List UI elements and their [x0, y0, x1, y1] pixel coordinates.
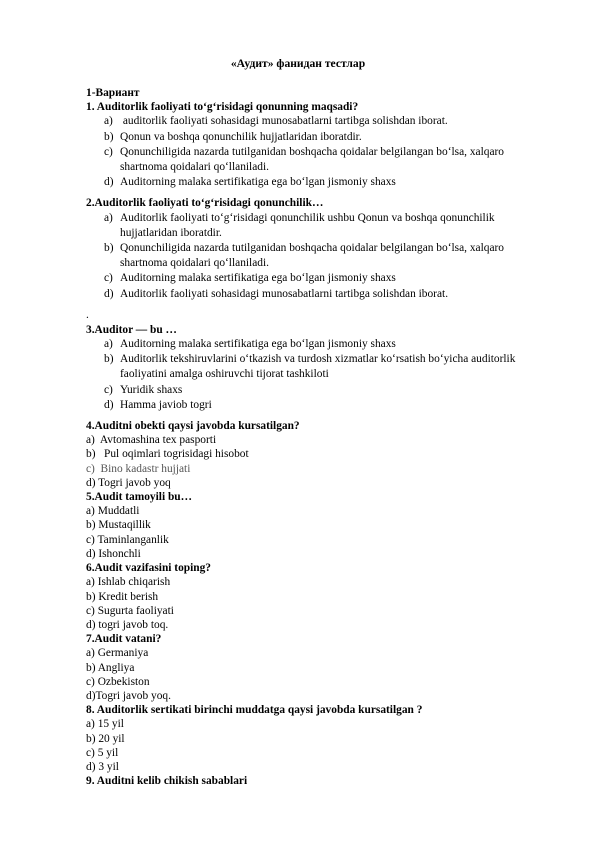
- option-text: Auditorning malaka sertifikatiga ega bo‘lgan jismoniy shaxs: [120, 338, 396, 351]
- option-item: [86, 211, 556, 241]
- option-marker: d): [104, 398, 114, 411]
- question-7: 7.Audit vatani?: [86, 633, 162, 646]
- answer-line: b) Angliya: [86, 661, 135, 674]
- variant-heading: 1-Вариант: [86, 87, 140, 99]
- answer-line: b) Kredit berish: [86, 590, 159, 603]
- answer-line: c) 5 yil: [86, 746, 119, 759]
- option-marker: d): [104, 287, 114, 300]
- answer-line: d) Togri javob yoq: [86, 476, 171, 489]
- option-text: Qonunchiligida nazarda tutilganidan boshqacha qoidalar belgilangan bo‘lsa, xalqaro: [120, 145, 504, 158]
- answer-line: a) Germaniya: [86, 647, 149, 660]
- question-6: 6.Audit vazifasini toping?: [86, 562, 212, 575]
- answer-line: d) 3 yil: [86, 760, 119, 773]
- question-2: 2.Auditorlik faoliyati to‘g‘risidagi qonunchilik…: [86, 197, 324, 210]
- option-item: [86, 130, 556, 145]
- option-marker: b): [104, 242, 114, 255]
- answer-line: b) Pul oqimlari togrisidagi hisobot: [86, 448, 249, 461]
- answer-line: b) Mustaqillik: [86, 519, 151, 532]
- option-item: [86, 114, 556, 129]
- option-text: Auditorning malaka sertifikatiga ega bo‘lgan jismoniy shaxs: [120, 272, 396, 285]
- option-item: [86, 145, 556, 175]
- answer-line: c) Sugurta faoliyati: [86, 604, 174, 617]
- answer-line: c) Ozbekiston: [86, 675, 150, 688]
- answer-line: a) Muddatli: [86, 505, 140, 518]
- option-item: [86, 337, 556, 352]
- answer-line: d) Ishonchli: [86, 547, 141, 560]
- option-marker: c): [104, 145, 113, 158]
- option-marker: b): [104, 130, 114, 143]
- option-marker: a): [104, 211, 113, 224]
- option-text: Hamma javiob togri: [120, 398, 212, 411]
- answer-line: b) 20 yil: [86, 732, 125, 745]
- answer-line: d) togri javob toq.: [86, 618, 169, 631]
- option-item: [86, 383, 556, 398]
- option-marker: a): [104, 338, 113, 351]
- option-text-continued: shartnoma qoidalari qo‘llaniladi.: [120, 161, 269, 174]
- option-marker: d): [104, 176, 114, 189]
- answer-line: d)Togri javob yoq.: [86, 689, 171, 702]
- option-text: Yuridik shaxs: [120, 383, 183, 396]
- question-5: 5.Audit tamoyili bu…: [86, 491, 193, 504]
- answer-line: c) Taminlanganlik: [86, 533, 169, 546]
- question-3: 3.Auditor — bu …: [86, 323, 177, 336]
- option-marker: c): [104, 383, 113, 396]
- option-item: [86, 352, 556, 382]
- option-text: Auditorlik faoliyati to‘g‘risidagi qonunchilik ushbu Qonun va boshqa qonunchilik: [120, 211, 495, 224]
- answer-line: a) Avtomashina tex pasporti: [86, 434, 217, 447]
- question-3-options: [86, 337, 556, 413]
- option-marker: a): [104, 115, 113, 128]
- option-text: Qonunchiligida nazarda tutilganidan boshqacha qoidalar belgilangan bo‘lsa, xalqaro: [120, 242, 504, 255]
- option-item: [86, 398, 556, 413]
- option-item: [86, 287, 556, 302]
- option-text-continued: shartnoma qoidalari qo‘llaniladi.: [120, 257, 269, 270]
- question-4: 4.Auditni obekti qaysi javobda kursatilgan?: [86, 420, 300, 433]
- option-text-continued: hujjatlaridan iboratdir.: [120, 226, 222, 239]
- option-item: [86, 175, 556, 190]
- answer-line: c) Bino kadastr hujjati: [86, 462, 191, 475]
- option-text: Auditorlik tekshiruvlarini o‘tkazish va turdosh xizmatlar ko‘rsatish bo‘yicha auditorlik: [120, 353, 516, 366]
- option-text: Qonun va boshqa qonunchilik hujjatlaridan iboratdir.: [120, 130, 362, 143]
- question-2-options: [86, 211, 556, 302]
- option-text: Auditorning malaka sertifikatiga ega bo‘lgan jismoniy shaxs: [120, 176, 396, 189]
- question-9: 9. Auditni kelib chikish sabablari: [86, 775, 248, 788]
- question-1-options: [86, 114, 556, 190]
- page-title: «Аудит» фанидан тестлар: [230, 57, 366, 70]
- answer-line: a) 15 yil: [86, 718, 124, 731]
- option-text: auditorlik faoliyati sohasidagi munosabatlarni tartibga solishdan iborat.: [120, 115, 448, 128]
- answer-line: a) Ishlab chiqarish: [86, 576, 171, 589]
- stray-dot: .: [86, 308, 89, 321]
- question-1: 1. Auditorlik faoliyati to‘g‘risidagi qonunning maqsadi?: [86, 101, 359, 114]
- option-text-continued: faoliyatini amalga oshiruvchi tijorat tashkiloti: [120, 368, 329, 381]
- test-content: [86, 86, 556, 788]
- question-8: 8. Auditorlik sertikati birinchi muddatga qaysi javobda kursatilgan ?: [86, 704, 423, 717]
- option-item: [86, 241, 556, 271]
- option-marker: c): [104, 272, 113, 285]
- option-item: [86, 271, 556, 286]
- option-text: Auditorlik faoliyati sohasidagi munosabatlarni tartibga solishdan iborat.: [120, 287, 449, 300]
- option-marker: b): [104, 353, 114, 366]
